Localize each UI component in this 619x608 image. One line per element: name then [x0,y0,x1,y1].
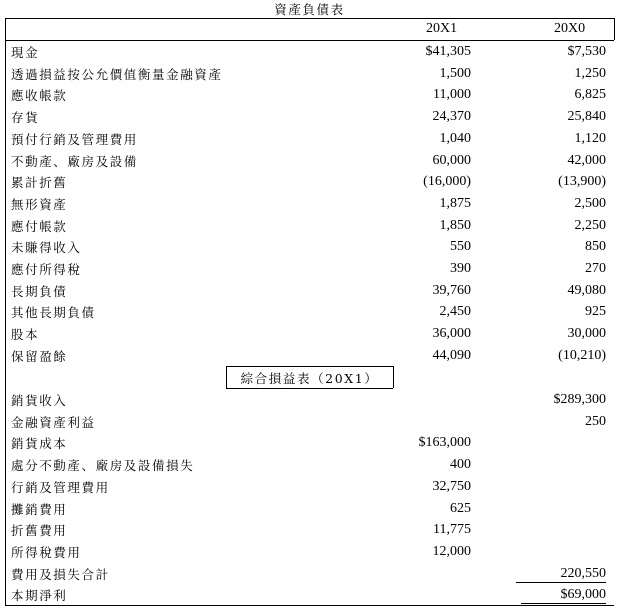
row-label: 預付行銷及管理費用 [11,131,138,147]
value-20x0: 49,080 [567,282,606,298]
header-left-border [5,18,6,40]
table-row [5,171,614,193]
row-label: 行銷及管理費用 [11,479,110,495]
balance-sheet-title: 資產負債表 [274,2,345,17]
value-20x1: 32,750 [432,478,471,494]
row-label: 存貨 [11,110,40,126]
row-label: 銷貨成本 [11,436,68,452]
value-20x1: 24,370 [432,109,471,125]
table-row [5,301,614,323]
table-row [5,258,614,280]
row-label: 其他長期負債 [11,305,96,321]
row-label: 無形資產 [11,196,68,212]
value-20x0: 270 [585,261,606,276]
row-label: 未賺得收入 [11,240,82,256]
income-title-right-border [393,366,394,388]
row-label: 透過損益按公允價值衡量金融資產 [11,66,223,82]
total-expenses-label: 費用及損失合計 [11,567,110,582]
row-label: 不動產、廠房及設備 [11,153,138,169]
table-row [5,519,614,541]
row-label: 折舊費用 [11,523,68,539]
row-label: 股本 [11,327,40,343]
row-label: 應付帳款 [11,218,68,234]
value-20x0: 2,500 [574,195,606,211]
table-row [5,345,614,367]
value-20x0: 30,000 [567,326,606,342]
value-20x0: 850 [585,239,606,255]
row-label: 保留盈餘 [11,348,68,364]
table-row [5,84,614,106]
table-row [5,150,614,172]
table-row [5,215,614,237]
row-label: 處分不動產、廠房及設備損失 [11,458,195,474]
income-title-top-rule [226,366,393,367]
value-20x1: $163,000 [418,435,471,451]
table-row [5,454,614,476]
table-row [5,63,614,85]
row-label: 銷貨收入 [11,393,68,408]
value-20x0: 25,840 [567,109,606,125]
table-row [5,106,614,128]
value-20x0: 6,825 [574,87,606,103]
value-20x1: 625 [450,500,471,516]
income-statement-title: 綜合損益表（20X1） [240,371,379,386]
row-label: 金融資產利益 [11,414,96,430]
value-20x0: 925 [585,304,606,320]
total-expenses-row [5,563,614,585]
table-row [5,411,614,433]
header-top-rule [5,18,614,19]
value-20x1: 1,850 [439,217,471,233]
value-20x0: 42,000 [567,152,606,168]
row-label: 現金 [11,45,40,60]
value-20x0: 2,250 [574,217,606,233]
value-20x0: 1,250 [574,65,606,81]
table-row [5,41,614,63]
row-label: 累計折舊 [11,175,68,191]
value-20x1: 11,000 [433,87,471,103]
net-income-value: $69,000 [521,587,607,606]
table-bottom-rule [5,605,614,606]
row-label: 應付所得稅 [11,262,82,277]
total-expenses-value: 220,550 [516,566,607,583]
value-20x1: 44,090 [432,347,471,363]
net-income-label: 本期淨利 [11,588,68,603]
value-20x1: 1,875 [439,195,471,211]
table-row [5,498,614,520]
row-label: 所得稅費用 [11,544,82,560]
value-20x0: 250 [585,413,606,429]
table-left-border [5,40,6,605]
value-20x1: 390 [450,261,471,276]
header-right-border [614,18,615,40]
table-row [5,541,614,563]
value-20x1: 1,040 [439,130,471,146]
value-20x1: $41,305 [425,44,471,59]
value-20x0: $7,530 [567,44,606,59]
table-row [5,280,614,302]
value-20x1: 39,760 [432,282,471,298]
value-20x1: 550 [450,239,471,255]
table-row [5,389,614,411]
row-label: 長期負債 [11,283,68,299]
value-20x1: 12,000 [432,543,471,559]
value-20x0: (10,210) [558,347,606,363]
value-20x0: $289,300 [553,392,606,407]
table-row [5,476,614,498]
row-label: 應收帳款 [11,88,68,104]
table-row [5,128,614,150]
value-20x0: 1,120 [574,130,606,146]
value-20x1: 1,500 [439,65,471,81]
table-row [5,432,614,454]
value-20x1: 400 [450,457,471,473]
value-20x1: 36,000 [432,326,471,342]
column-header-20x0: 20X0 [554,21,586,36]
table-row [5,236,614,258]
value-20x0: (13,900) [558,174,606,190]
value-20x1: 2,450 [439,304,471,320]
row-label: 攤銷費用 [11,501,68,517]
net-income-row [5,584,614,606]
value-20x1: (16,000) [423,174,471,190]
value-20x1: 11,775 [433,522,471,538]
column-header-20x1: 20X1 [426,21,458,36]
table-row [5,323,614,345]
value-20x1: 60,000 [432,152,471,168]
table-row [5,193,614,215]
